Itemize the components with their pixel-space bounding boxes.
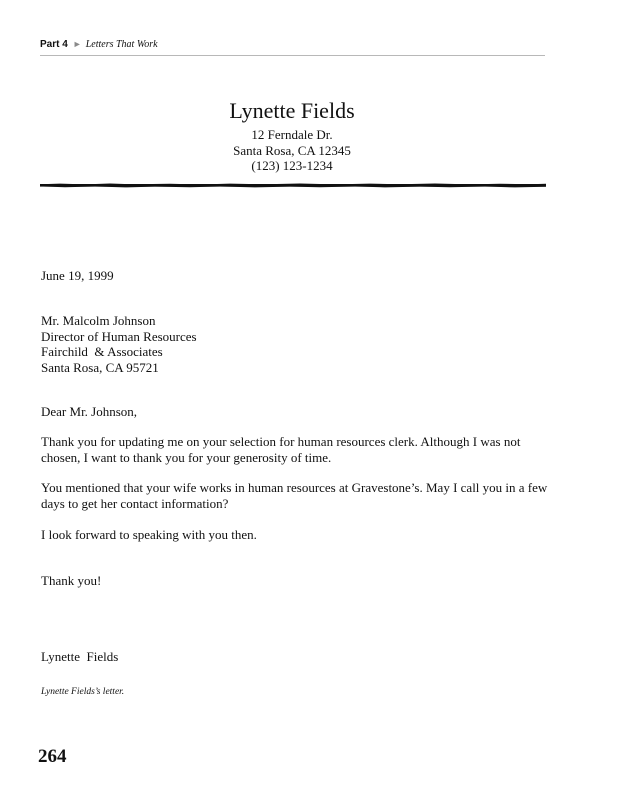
closing: Thank you!	[41, 573, 102, 588]
sender-name: Lynette Fields	[229, 98, 355, 123]
signature-name: Lynette Fields	[41, 649, 119, 664]
recipient-title: Director of Human Resources	[41, 328, 197, 344]
figure-caption: Lynette Fields’s letter.	[41, 687, 125, 697]
letterhead	[192, 97, 392, 174]
sender-phone: (123) 123-1234	[251, 158, 333, 173]
body-paragraph: I look forward to speaking with you then.	[41, 527, 257, 542]
letter-date: June 19, 1999	[41, 268, 114, 283]
recipient-address	[41, 313, 551, 375]
part-label: Part 4	[40, 39, 68, 50]
recipient-company: Fairchild & Associates	[41, 344, 163, 359]
running-head	[40, 39, 545, 56]
triangle-right-icon: ►	[72, 39, 82, 49]
recipient-name: Mr. Malcolm Johnson	[41, 313, 156, 328]
page-number: 264	[38, 746, 67, 767]
section-title: Letters That Work	[85, 39, 158, 50]
letterhead-divider	[40, 183, 546, 188]
sender-street: 12 Ferndale Dr.	[251, 127, 333, 142]
sender-city-state-zip: Santa Rosa, CA 12345	[233, 142, 351, 158]
body-paragraph: You mentioned that your wife works in human resources at Gravestone’s. May I call you in a few days to get her contact information?	[41, 480, 548, 511]
salutation: Dear Mr. Johnson,	[41, 404, 138, 419]
body-paragraph: Thank you for updating me on your selection for human resources clerk. Although I was not chosen, I want to thank you for your generosity of time.	[41, 434, 521, 465]
recipient-city-state-zip: Santa Rosa, CA 95721	[41, 359, 159, 375]
